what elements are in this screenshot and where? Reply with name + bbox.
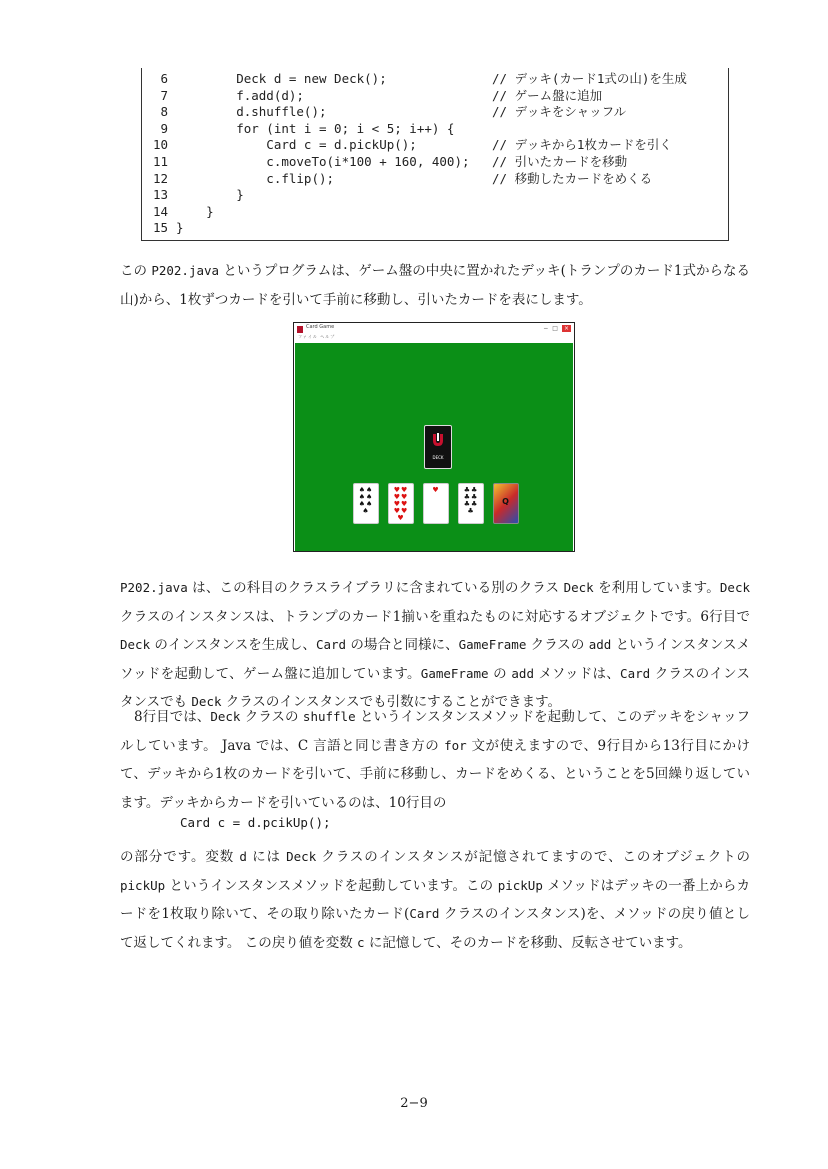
line-number: 10 bbox=[152, 137, 168, 153]
playing-card bbox=[353, 483, 379, 524]
page-number: 2−9 bbox=[400, 1096, 428, 1111]
window-titlebar bbox=[294, 323, 574, 343]
code-text: c.flip(); bbox=[176, 170, 335, 186]
playing-card bbox=[458, 483, 484, 524]
card-pips: ♥ bbox=[432, 486, 440, 494]
window-title: Card Game bbox=[306, 324, 335, 330]
code-text: d.shuffle(); bbox=[176, 104, 327, 120]
code-comment: // 引いたカードを移動 bbox=[492, 154, 628, 169]
playing-card bbox=[388, 483, 414, 524]
line-number: 15 bbox=[152, 220, 168, 236]
card-pips: ♥♥♥♥♥♥♥♥♥ bbox=[393, 486, 409, 522]
code-line bbox=[142, 186, 728, 203]
app-icon bbox=[297, 326, 303, 333]
deck bbox=[424, 425, 452, 469]
line-number: 11 bbox=[152, 154, 168, 169]
card-pips: Q bbox=[502, 497, 510, 506]
code-text: c.moveTo(i*100 + 160, 400); bbox=[176, 154, 470, 169]
code-line bbox=[142, 170, 728, 187]
code-comment: // 移動したカードをめくる bbox=[492, 170, 653, 186]
code-text: Card c = d.pickUp(); bbox=[176, 137, 417, 153]
line-number: 8 bbox=[160, 104, 168, 120]
code-text: f.add(d); bbox=[176, 87, 304, 103]
code-comment: // デッキ(カード1式の山)を生成 bbox=[492, 71, 687, 86]
game-board bbox=[295, 343, 573, 551]
code-line bbox=[142, 136, 728, 153]
line-number: 6 bbox=[160, 71, 168, 86]
code-line bbox=[142, 70, 728, 87]
code-text: Deck d = new Deck(); bbox=[176, 71, 387, 86]
deck-label: DECK bbox=[432, 455, 444, 460]
card-pips: ♠♠♠♠♠♠♠ bbox=[358, 486, 374, 515]
paragraph-intro: この P202.java というプログラムは、ゲーム盤の中央に置かれたデッキ(トランプのカード1式からなる山)から、1枚ずつカードを引いて手前に移動し、引いたカードを表にします。 bbox=[120, 263, 750, 308]
code-comment: // ゲーム盤に追加 bbox=[492, 87, 603, 103]
line-number: 12 bbox=[152, 170, 168, 186]
card-pips: ♣♣♣♣♣♣♣ bbox=[463, 486, 479, 515]
inline-code: Card c = d.pcikUp(); bbox=[180, 815, 331, 830]
code-line bbox=[142, 219, 728, 236]
code-comment: // デッキから1枚カードを引く bbox=[492, 137, 672, 153]
line-number: 14 bbox=[152, 203, 168, 219]
playing-card bbox=[423, 483, 449, 524]
paragraph-shuffle: 8行目では、Deck クラスの shuffle というインスタンスメソッドを起動して、このデッキをシャッフルしています。 Java では、C 言語と同じ書き方の for 文が使えますので、9行目から13行目にかけて、デッキから1枚のカードを引いて、手前に移動し、カードをめくる、ということを5回繰り返しています。デッキからカードを引いているのは、10行目の bbox=[120, 709, 750, 811]
close-icon: × bbox=[563, 325, 569, 332]
game-screenshot bbox=[293, 322, 575, 552]
playing-card bbox=[493, 483, 519, 524]
window-menu: ファイル ヘルプ bbox=[298, 334, 336, 339]
window-controls bbox=[539, 325, 571, 332]
minimize-icon: − bbox=[543, 325, 549, 332]
paragraph-deck: P202.java は、この科目のクラスライブラリに含まれている別のクラス Deck を利用しています。Deck クラスのインスタンスは、トランプのカード1揃いを重ねたものに対応するオブジェクトです。6行目で Deck のインスタンスを生成し、Card の場合と同様に、GameFrame クラスの add というインスタンスメソッドを起動して、ゲーム盤に追加しています。GameFrame の add メソッドは、Card クラスのインスタンスでも Deck クラスのインスタンスでも引数にすることができます。 bbox=[120, 580, 751, 710]
code-line bbox=[142, 87, 728, 104]
line-number: 13 bbox=[152, 187, 168, 203]
code-line bbox=[142, 153, 728, 170]
code-text: } bbox=[176, 187, 244, 203]
paragraph-pickup: の部分です。変数 d には Deck クラスのインスタンスが記憶されてますので、このオブジェクトの pickUp というインスタンスメソッドを起動しています。この pickUp メソッドはデッキの一番上からカードを1枚取り除いて、その取り除いたカード(Card クラスのインスタンス)を、メソッドの戻り値として返してくれます。 この戻り値を変数 c に記憶して、そのカードを移動、反転させています。 bbox=[120, 849, 751, 951]
deck-logo-icon bbox=[430, 432, 446, 448]
code-line bbox=[142, 120, 728, 137]
code-text: for (int i = 0; i < 5; i++) { bbox=[176, 120, 455, 136]
line-number: 9 bbox=[160, 120, 168, 136]
code-listing bbox=[141, 68, 729, 241]
maximize-icon: □ bbox=[552, 325, 558, 332]
code-text: } bbox=[176, 220, 184, 236]
code-text: } bbox=[176, 203, 214, 219]
code-comment: // デッキをシャッフル bbox=[492, 104, 627, 120]
code-line bbox=[142, 103, 728, 120]
code-line bbox=[142, 203, 728, 220]
line-number: 7 bbox=[160, 87, 168, 103]
